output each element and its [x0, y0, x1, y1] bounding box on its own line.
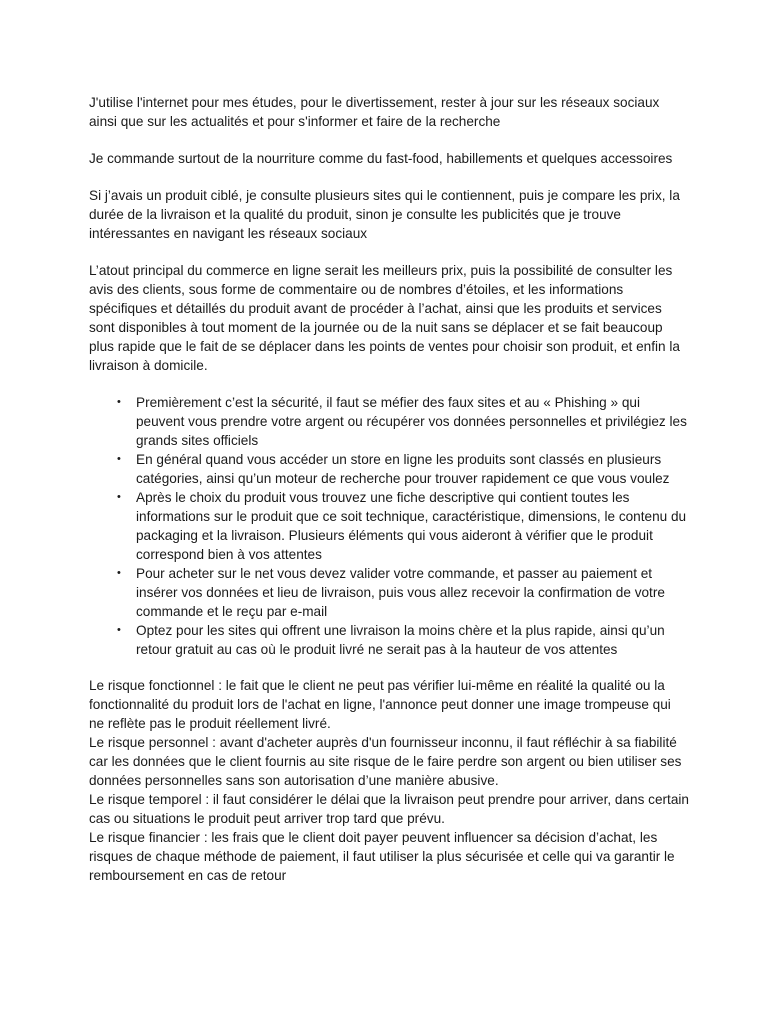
- list-item-text: En général quand vous accéder un store en ligne les produits sont classés en plusieurs catégories, ainsi qu’un moteur de recherche pour trouver rapidement ce que vous voulez: [136, 452, 670, 486]
- risk-temporal: Le risque temporel : il faut considérer le délai que la livraison peut prendre pour arriver, dans certain cas ou situations le produit peut arriver trop tard que prévu.: [89, 792, 689, 826]
- bullet-icon: •: [117, 491, 121, 503]
- bullet-icon: •: [117, 567, 121, 579]
- paragraph-orders: Je commande surtout de la nourriture comme du fast-food, habillements et quelques accessoires: [89, 151, 673, 166]
- list-item: [89, 450, 689, 488]
- paragraph-product-search: Si j’avais un produit ciblé, je consulte plusieurs sites qui le contiennent, puis je compare les prix, la durée de la livraison et la qualité du produit, sinon je consulte les publicités que je trouve intéressantes en navigant les réseaux sociaux: [89, 188, 680, 241]
- advice-list: [89, 393, 689, 659]
- list-item-text: Premièrement c’est la sécurité, il faut se méfier des faux sites et au « Phishing » qui peuvent vous prendre votre argent ou récupérer vos données personnelles et privilégiez les grands sites officiels: [136, 395, 687, 448]
- list-item: [89, 564, 689, 621]
- bullet-icon: •: [117, 453, 121, 465]
- list-item-text: Pour acheter sur le net vous devez valider votre commande, et passer au paiement et insérer vos données et lieu de livraison, puis vous allez recevoir la confirmation de votre commande et le reçu par e-mail: [136, 566, 665, 619]
- list-item: [89, 393, 689, 450]
- paragraph-internet-usage: J'utilise l'internet pour mes études, pour le divertissement, rester à jour sur les réseaux sociaux ainsi que sur les actualités et pour s'informer et faire de la recherche: [89, 95, 660, 129]
- risk-financial: Le risque financier : les frais que le client doit payer peuvent influencer sa décision d’achat, les risques de chaque méthode de paiement, il faut utiliser la plus sécurisée et celle qui va garantir le remboursement en cas de retour: [89, 830, 675, 883]
- list-item-text: Optez pour les sites qui offrent une livraison la moins chère et la plus rapide, ainsi qu’un retour gratuit au cas où le produit livré ne serait pas à la hauteur de vos attentes: [136, 623, 665, 657]
- risk-functional: Le risque fonctionnel : le fait que le client ne peut pas vérifier lui-même en réalité la qualité ou la fonctionnalité du produit lors de l'achat en ligne, l'annonce peut donner une image trompeuse qui ne reflète pas le produit réellement livré.: [89, 678, 671, 731]
- list-item: [89, 621, 689, 659]
- list-item-text: Après le choix du produit vous trouvez une fiche descriptive qui contient toutes les informations sur le produit que ce soit technique, caractéristique, dimensions, le contenu du packaging et la livraison. Plusieurs éléments qui vous aideront à vérifier que le produit correspond bien à vos attentes: [136, 490, 687, 562]
- risk-personal: Le risque personnel : avant d'acheter auprès d'un fournisseur inconnu, il faut réfléchir à sa fiabilité car les données que le client fournis au site risque de le faire perdre son argent ou bien utiliser ses données personnelles sans son autorisation d’une manière abusive.: [89, 735, 682, 788]
- document-body: [89, 93, 689, 885]
- paragraph-ecommerce-advantages: L’atout principal du commerce en ligne serait les meilleurs prix, puis la possibilité de consulter les avis des clients, sous forme de commentaire ou de nombres d’étoiles, et les informations spécifiques et détaillés du produit avant de procéder à l’achat, ainsi que les produits et services sont disponibles à tout moment de la journée ou de la nuit sans se déplacer et se fait beaucoup plus rapide que le fait de se déplacer dans les points de ventes pour choisir son produit, et enfin la livraison à domicile.: [89, 263, 680, 373]
- risks-section: [89, 676, 689, 885]
- bullet-icon: •: [117, 624, 121, 636]
- bullet-icon: •: [117, 396, 121, 408]
- list-item: [89, 488, 689, 564]
